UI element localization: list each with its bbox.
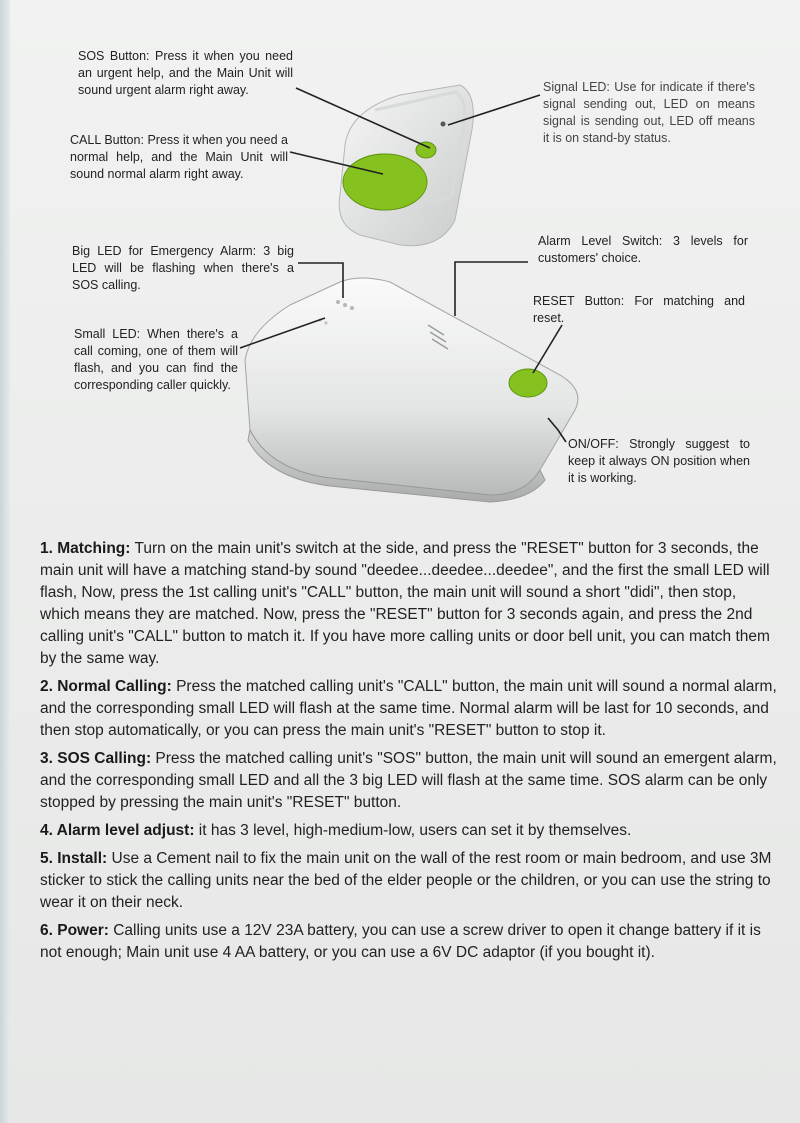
instruction-body: Use a Cement nail to fix the main unit on the wall of the rest room or main bedroom, and use 3M sticker to stick the calling units near the bed of the elder people or the children, or you can use the string to wear it on their neck. [40, 850, 772, 911]
instruction-body: Calling units use a 12V 23A battery, you can use a screw driver to open it change battery if it is not enough; Main unit use 4 AA battery, or you can use a 6V DC adaptor (if you bought it). [40, 922, 761, 961]
instruction-sos-calling [40, 748, 780, 814]
instruction-body: Turn on the main unit's switch at the side, and press the "RESET" button for 3 seconds, the main unit will have a matching stand-by sound "deedee...deedee...deedee", and the first the small LED will flash, Now, press the 1st calling unit's "CALL" button, the main unit will sound a short "didi", then stop, which means they are matched. Now, press the "RESET" button for 3 seconds again, and press the 2nd calling unit's "CALL" button to match it. If you have more calling units or door bell unit, you can match them by the same way. [40, 540, 770, 667]
sos-button-shape [416, 142, 436, 158]
call-button-callout: CALL Button: Press it when you need a normal help, and the Main Unit will sound normal alarm right away. [70, 133, 288, 181]
signal-led-shape [441, 122, 446, 127]
instruction-install [40, 848, 780, 914]
signal-led-callout: Signal LED: Use for indicate if there's signal sending out, LED on means signal is sending out, LED off means it is on stand-by status. [543, 80, 755, 145]
on-off-callout: ON/OFF: Strongly suggest to keep it always ON position when it is working. [568, 437, 750, 485]
big-led-callout: Big LED for Emergency Alarm: 3 big LED will be flashing when there's a SOS calling. [72, 244, 294, 292]
instruction-alarm-level [40, 820, 780, 842]
reset-button-callout: RESET Button: For matching and reset. [533, 294, 745, 325]
alarm-level-switch-callout: Alarm Level Switch: 3 levels for customers' choice. [538, 234, 748, 265]
reset-button-shape [509, 369, 547, 397]
calling-unit [339, 85, 473, 246]
instruction-heading: 2. Normal Calling: [40, 678, 172, 695]
instruction-body: Press the matched calling unit's "SOS" button, the main unit will sound an emergent alarm, and the corresponding small LED and all the 3 big LED will flash at the same time. SOS alarm can be only stopped by pressing the main unit's "RESET" button. [40, 750, 777, 811]
call-button-shape [343, 154, 427, 210]
instruction-heading: 6. Power: [40, 922, 109, 939]
instructions-list [40, 538, 780, 970]
instruction-heading: 3. SOS Calling: [40, 750, 152, 767]
main-unit [245, 278, 578, 502]
instruction-heading: 5. Install: [40, 850, 108, 867]
instruction-power [40, 920, 780, 964]
instruction-matching [40, 538, 780, 670]
instruction-normal-calling [40, 676, 780, 742]
instruction-body: it has 3 level, high-medium-low, users can set it by themselves. [194, 822, 632, 839]
sos-button-callout: SOS Button: Press it when you need an urgent help, and the Main Unit will sound urgent alarm right away. [78, 49, 293, 97]
instruction-heading: 1. Matching: [40, 540, 131, 557]
instruction-body: Press the matched calling unit's "CALL" button, the main unit will sound a normal alarm, and the corresponding small LED will flash at the same time. Normal alarm will be last for 10 seconds, and then stop automatically, or you can press the main unit's "RESET" button to stop it. [40, 678, 777, 739]
instruction-heading: 4. Alarm level adjust: [40, 822, 195, 839]
small-led-callout: Small LED: When there's a call coming, one of them will flash, and you can find the corresponding caller quickly. [74, 327, 238, 392]
